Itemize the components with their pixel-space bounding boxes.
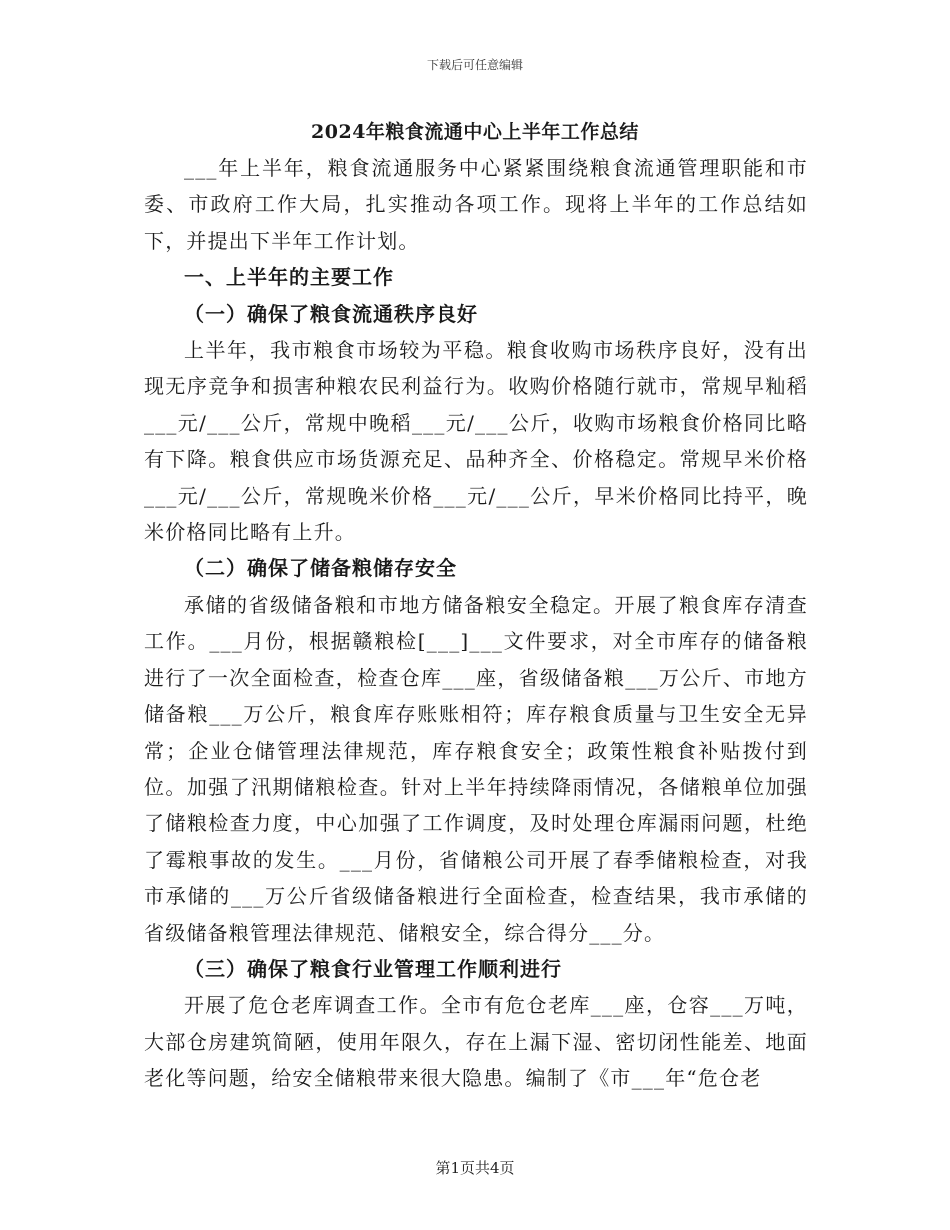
section-heading-1: 一、上半年的主要工作 [184, 265, 394, 290]
intro-paragraph: ___年上半年，粮食流通服务中心紧紧围绕粮食流通管理职能和市委、市政府工作大局，扎实推动各项工作。现将上半年的工作总结如下，并提出下半年工作计划。 [144, 156, 808, 253]
subsection-paragraph-3: 开展了危仓老库调查工作。全市有危仓老库___座，仓容___万吨，大部仓房建筑简陋，使用年限久，存在上漏下湿、密切闭性能差、地面老化等问题，给安全储粮带来很大隐患。编制了《市___年“危仓老 [144, 993, 808, 1091]
subsection-heading-3: （三）确保了粮食行业管理工作顺利进行 [184, 956, 562, 981]
subsection-heading-1: （一）确保了粮食流通秩序良好 [184, 301, 478, 326]
subsection-paragraph-2: 承储的省级储备粮和市地方储备粮安全稳定。开展了粮食库存清查工作。___月份，根据赣粮检[___]___文件要求，对全市库存的储备粮进行了一次全面检查，检查仓库___座，省级储备粮___万公斤、市地方储备粮___万公斤，粮食库存账账相符；库存粮食质量与卫生安全无异常；企业仓储管理法律规范，库存粮食安全；政策性粮食补贴拨付到位。加强了汛期储粮检查。针对上半年持续降雨情况，各储粮单位加强了储粮检查力度，中心加强了工作调度，及时处理仓库漏雨问题，杜绝了霉粮事故的发生。___月份，省储粮公司开展了春季储粮检查，对我市承储的___万公斤省级储备粮进行全面检查，检查结果，我市承储的省级储备粮管理法律规范、储粮安全，综合得分___分。 [144, 592, 808, 945]
subsection-heading-2: （二）确保了储备粮储存安全 [184, 556, 457, 581]
document-title: 2024年粮食流通中心上半年工作总结 [311, 121, 639, 143]
header-note: 下载后可任意编辑 [426, 58, 523, 72]
document-body [144, 150, 808, 1097]
subsection-paragraph-1: 上半年，我市粮食市场较为平稳。粮食收购市场秩序良好，没有出现无序竞争和损害种粮农民利益行为。收购价格随行就市，常规早籼稻___元/___公斤，常规中晚稻___元/___公斤，收购市场粮食价格同比略有下降。粮食供应市场货源充足、品种齐全、价格稳定。常规早米价格___元/___公斤，常规晚米价格___元/___公斤，早米价格同比持平，晚米价格同比略有上升。 [144, 338, 808, 545]
page-footer: 第1页共4页 [435, 1159, 515, 1177]
